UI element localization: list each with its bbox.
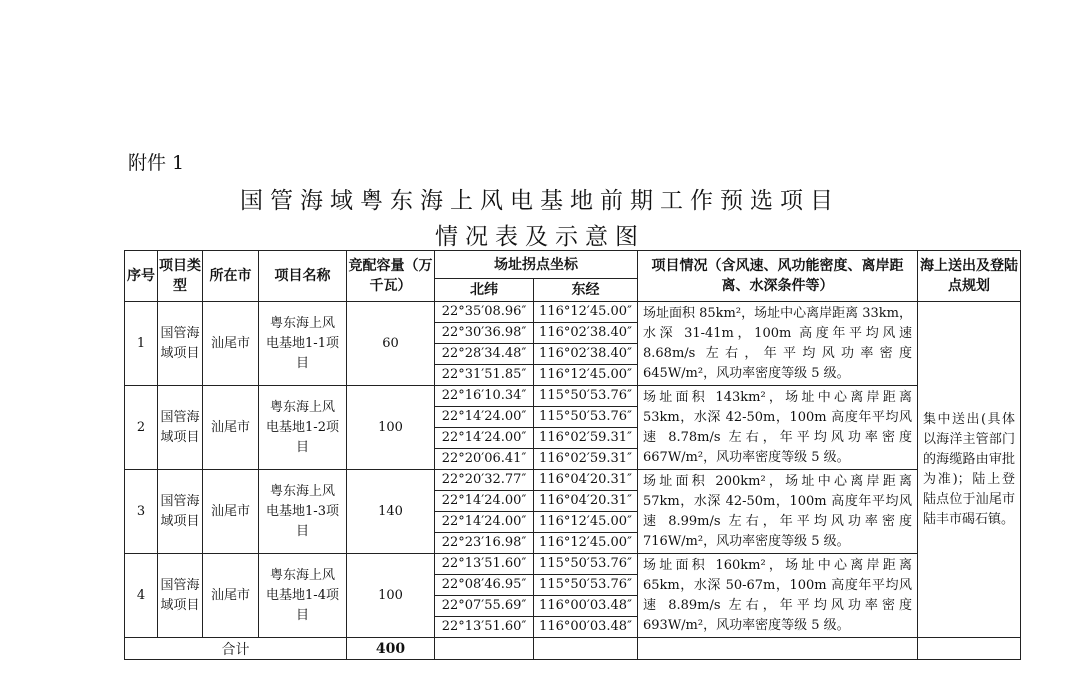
project-capacity: 100 bbox=[347, 554, 435, 638]
header-city: 所在市 bbox=[203, 251, 259, 302]
project-type: 国管海域项目 bbox=[158, 386, 203, 470]
attachment-label: 附件 1 bbox=[128, 152, 185, 174]
coord-lat: 22°14′24.00″ bbox=[435, 428, 534, 449]
coord-lat: 22°13′51.60″ bbox=[435, 554, 534, 575]
document-title-line1: 国管海域粤东海上风电基地前期工作预选项目 bbox=[240, 188, 840, 214]
coord-lon: 116°02′59.31″ bbox=[534, 449, 638, 470]
coord-lon: 116°12′45.00″ bbox=[534, 365, 638, 386]
coord-lon: 115°50′53.76″ bbox=[534, 554, 638, 575]
coord-lon: 116°00′03.48″ bbox=[534, 617, 638, 638]
coord-lat: 22°20′06.41″ bbox=[435, 449, 534, 470]
total-row bbox=[125, 638, 1021, 660]
header-row bbox=[125, 251, 1021, 279]
coord-lat: 22°14′24.00″ bbox=[435, 512, 534, 533]
project-capacity: 100 bbox=[347, 386, 435, 470]
coord-lon: 116°12′45.00″ bbox=[534, 302, 638, 323]
coord-lon: 116°12′45.00″ bbox=[534, 512, 638, 533]
project-city: 汕尾市 bbox=[203, 386, 259, 470]
header-info: 项目情况（含风速、风功能密度、离岸距离、水深条件等） bbox=[638, 251, 918, 302]
empty-cell bbox=[638, 638, 918, 660]
project-info: 场址面积 160km²，场址中心离岸距离 65km，水深 50-67m，100m 高度年平均风速 8.89m/s 左右，年平均风功率密度 693W/m²，风功率密度等级 5 级。 bbox=[638, 554, 918, 638]
grid-plan: 集中送出(具体以海洋主管部门的海缆路由审批为准)；陆上登陆点位于汕尾市陆丰市碣石镇。 bbox=[918, 302, 1021, 638]
project-name: 粤东海上风电基地1-2项目 bbox=[259, 386, 347, 470]
document-title-line2: 情况表及示意图 bbox=[435, 224, 645, 250]
project-name: 粤东海上风电基地1-3项目 bbox=[259, 470, 347, 554]
project-table bbox=[124, 250, 1021, 660]
coord-lat: 22°16′10.34″ bbox=[435, 386, 534, 407]
coord-lat: 22°23′16.98″ bbox=[435, 533, 534, 554]
project-city: 汕尾市 bbox=[203, 470, 259, 554]
project-city: 汕尾市 bbox=[203, 302, 259, 386]
project-info: 场址面积 200km²，场址中心离岸距离 57km，水深 42-50m，100m 高度年平均风速 8.99m/s 左右，年平均风功率密度 716W/m²，风功率密度等级 5 级。 bbox=[638, 470, 918, 554]
coord-lon: 116°02′59.31″ bbox=[534, 428, 638, 449]
coord-lat: 22°35′08.96″ bbox=[435, 302, 534, 323]
coord-lon: 116°12′45.00″ bbox=[534, 533, 638, 554]
project-seq: 3 bbox=[125, 470, 158, 554]
coord-lat: 22°14′24.00″ bbox=[435, 407, 534, 428]
coord-lon: 116°02′38.40″ bbox=[534, 323, 638, 344]
project-type: 国管海域项目 bbox=[158, 302, 203, 386]
empty-cell bbox=[534, 638, 638, 660]
empty-cell bbox=[918, 638, 1021, 660]
header-type: 项目类型 bbox=[158, 251, 203, 302]
coord-lat: 22°08′46.95″ bbox=[435, 575, 534, 596]
table-row bbox=[125, 554, 1021, 575]
header-capacity: 竞配容量（万千瓦） bbox=[347, 251, 435, 302]
project-type: 国管海域项目 bbox=[158, 554, 203, 638]
project-info: 场址面积 85km²，场址中心离岸距离 33km，水深 31-41m，100m 高度年平均风速 8.68m/s 左右，年平均风功率密度 645W/m²，风功率密度等级 5 级。 bbox=[638, 302, 918, 386]
project-name: 粤东海上风电基地1-1项目 bbox=[259, 302, 347, 386]
table-row bbox=[125, 470, 1021, 491]
project-capacity: 60 bbox=[347, 302, 435, 386]
header-lat: 北纬 bbox=[435, 279, 534, 302]
project-seq: 1 bbox=[125, 302, 158, 386]
project-city: 汕尾市 bbox=[203, 554, 259, 638]
coord-lon: 115°50′53.76″ bbox=[534, 407, 638, 428]
coord-lon: 116°04′20.31″ bbox=[534, 470, 638, 491]
coord-lat: 22°07′55.69″ bbox=[435, 596, 534, 617]
coord-lon: 116°00′03.48″ bbox=[534, 596, 638, 617]
coord-lat: 22°13′51.60″ bbox=[435, 617, 534, 638]
project-type: 国管海域项目 bbox=[158, 470, 203, 554]
coord-lon: 116°02′38.40″ bbox=[534, 344, 638, 365]
coord-lat: 22°14′24.00″ bbox=[435, 491, 534, 512]
project-info: 场址面积 143km²，场址中心离岸距离 53km，水深 42-50m，100m 高度年平均风速 8.78m/s 左右，年平均风功率密度 667W/m²，风功率密度等级 5 级。 bbox=[638, 386, 918, 470]
table-row bbox=[125, 302, 1021, 323]
table-row bbox=[125, 386, 1021, 407]
coord-lat: 22°31′51.85″ bbox=[435, 365, 534, 386]
coord-lat: 22°20′32.77″ bbox=[435, 470, 534, 491]
total-label: 合计 bbox=[125, 638, 347, 660]
header-coords: 场址拐点坐标 bbox=[435, 251, 638, 279]
coord-lon: 115°50′53.76″ bbox=[534, 575, 638, 596]
project-seq: 2 bbox=[125, 386, 158, 470]
project-name: 粤东海上风电基地1-4项目 bbox=[259, 554, 347, 638]
empty-cell bbox=[435, 638, 534, 660]
header-seq: 序号 bbox=[125, 251, 158, 302]
header-name: 项目名称 bbox=[259, 251, 347, 302]
project-capacity: 140 bbox=[347, 470, 435, 554]
header-grid: 海上送出及登陆点规划 bbox=[918, 251, 1021, 302]
coord-lon: 115°50′53.76″ bbox=[534, 386, 638, 407]
coord-lat: 22°30′36.98″ bbox=[435, 323, 534, 344]
coord-lat: 22°28′34.48″ bbox=[435, 344, 534, 365]
project-seq: 4 bbox=[125, 554, 158, 638]
coord-lon: 116°04′20.31″ bbox=[534, 491, 638, 512]
header-lon: 东经 bbox=[534, 279, 638, 302]
total-capacity: 400 bbox=[347, 638, 435, 660]
